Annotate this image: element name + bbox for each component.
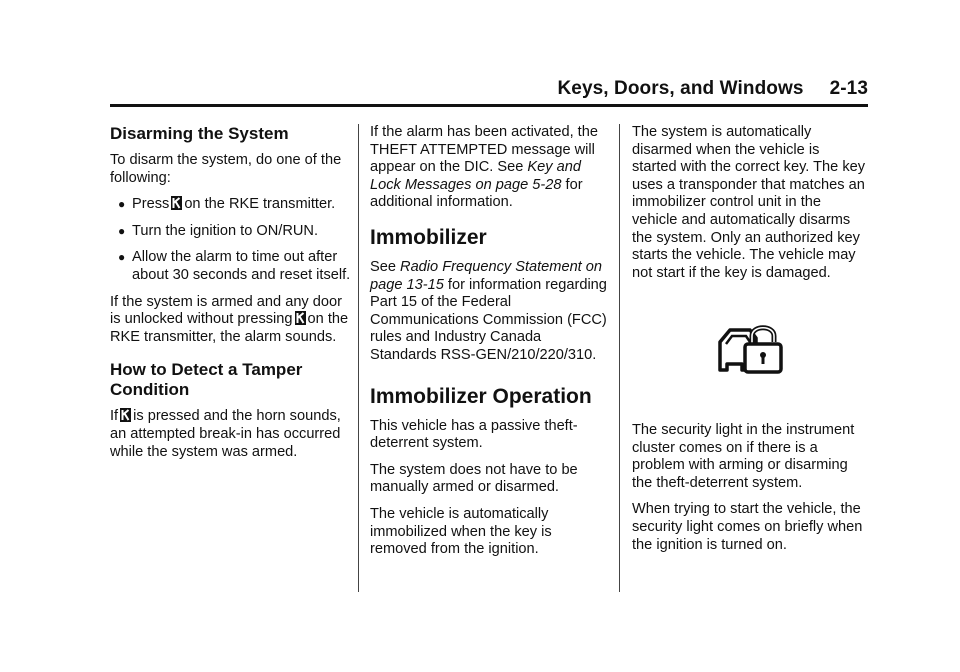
operation-paragraph-3: The vehicle is automatically immobilized when the key is removed from the ignition. [370, 505, 552, 558]
heading-immobilizer-operation: Immobilizer Operation [370, 384, 592, 408]
rke-key-button-icon [171, 196, 182, 210]
armed-paragraph: If the system is armed and any door is unlocked without pressing on the RKE transmitter, the alarm sounds. [110, 293, 349, 345]
bullet-icon: ● [118, 223, 126, 238]
heading-tamper: How to Detect a Tamper Condition [110, 360, 303, 400]
security-icon-figure [632, 320, 868, 382]
heading-immobilizer: Immobilizer [370, 225, 487, 249]
page-header [110, 78, 868, 100]
immobilizer-paragraph: See Radio Frequency Statement on page 13-15 for information regarding Part 15 of the Federal Communications Commission (FCC) rules and Industry Canada Standards RSS-GEN/210/220/310. [370, 258, 607, 363]
column-divider [358, 124, 359, 592]
column-1 [110, 124, 352, 470]
rke-key-button-icon [295, 311, 306, 325]
cross-reference-link: Radio Frequency Statement on page 13-15 [370, 258, 603, 293]
section-title: Keys, Doors, and Windows [557, 78, 804, 99]
security-light-paragraph: The security light in the instrument cluster comes on if there is a problem with arming or disarming the theft-deterrent system. [632, 421, 855, 491]
cross-reference-link: Key and Lock Messages on page 5-28 [370, 159, 581, 193]
security-light-car-lock-icon [716, 320, 784, 376]
operation-paragraph-2: The system does not have to be manually armed or disarmed. [370, 461, 578, 496]
list-item: ● Allow the alarm to time out after about 30 seconds and reset itself. [118, 249, 351, 283]
heading-disarming: Disarming the System [110, 124, 289, 143]
list-item: ● Turn the ignition to ON/RUN. [118, 222, 319, 239]
start-paragraph: When trying to start the vehicle, the security light comes on briefly when the ignition is turned on. [632, 501, 863, 553]
operation-paragraph-1: This vehicle has a passive theft-deterrent system. [370, 417, 578, 452]
alarm-paragraph: If the alarm has been activated, the THEFT ATTEMPTED message will appear on the DIC. See Key and Lock Messages on page 5-28 for additional information. [370, 124, 598, 211]
bullet-icon: ● [118, 197, 126, 212]
column-3 [632, 124, 868, 563]
bullet-icon: ● [118, 250, 126, 265]
tamper-paragraph: If is pressed and the horn sounds, an attempted break-in has occurred while the system was armed. [110, 408, 341, 460]
auto-disarm-paragraph: The system is automatically disarmed when the vehicle is started with the correct key. The key uses a transponder that matches an immobilizer control unit in the vehicle and automatically disarms the system. Only an authorized key starts the vehicle. The vehicle may not start if the key is damaged. [632, 124, 866, 281]
column-2 [370, 124, 610, 568]
disarm-intro: To disarm the system, do one of the following: [110, 152, 342, 186]
list-item: ● Press on the RKE transmitter. [118, 196, 336, 213]
column-divider [619, 124, 620, 592]
header-rule [110, 104, 868, 107]
page-number: 2-13 [829, 78, 868, 99]
rke-key-button-icon [120, 408, 131, 422]
